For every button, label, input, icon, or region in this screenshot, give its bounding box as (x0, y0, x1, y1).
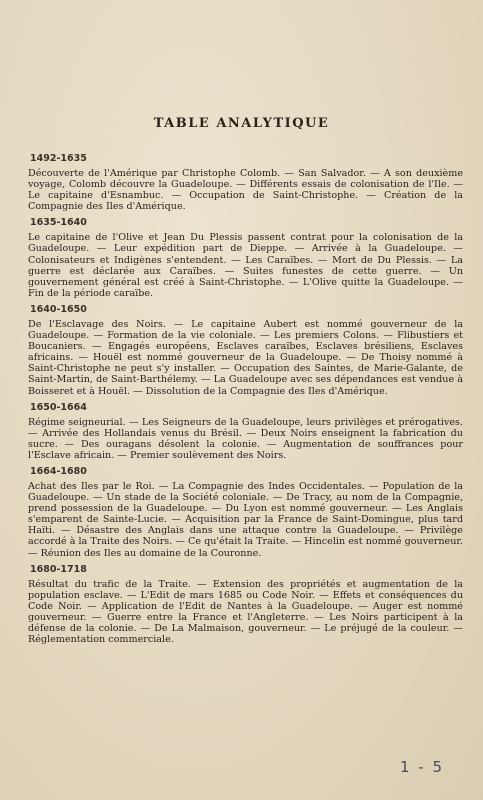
section-text: Régime seigneurial. — Les Seigneurs de la Guadeloupe, leurs privilèges et prérogatives. — Arrivée des Hollandais venus du Brésil. — Deux Noirs enseignent la fabrication du sucre. — Des ouragans désolent la colonie. — Augmentation de souffrances pour l'Esclave africain. — Premier soulèvement des Noirs. (28, 416, 463, 461)
table-of-contents (28, 153, 463, 650)
section-1680-1718 (28, 564, 463, 646)
section-years: 1650-1664 (30, 401, 87, 413)
section-years: 1492-1635 (30, 153, 87, 164)
section-text: Résultat du trafic de la Traite. — Extension des propriétés et augmentation de la population esclave. — L'Edit de mars 1685 ou Code Noir. — Effets et conséquences du Code Noir. — Application de l'Edit de Nantes à la Guadeloupe. — Auger est nommé gouverneur. — Guerre entre la France et l'Angleterre. — Les Noirs participent à la défense de la colonie. — De La Malmaison, gouverneur. — Le préjugé de la couleur. — Réglementation commerciale. (28, 578, 463, 646)
section-1640-1650 (28, 304, 463, 397)
section-years: 1680-1718 (30, 563, 87, 575)
section-years: 1640-1650 (30, 303, 87, 315)
section-years: 1635-1640 (30, 217, 87, 229)
page-title: TABLE ANALYTIQUE (153, 116, 330, 131)
section-1492-1635 (28, 153, 463, 212)
section-1635-1640 (28, 217, 463, 299)
section-1664-1680 (28, 466, 463, 559)
section-1650-1664 (28, 402, 463, 461)
page-number: 1 - 5 (400, 758, 445, 776)
section-text: Le capitaine de l'Olive et Jean Du Plessis passent contrat pour la colonisation de la Guadeloupe. — Leur expédition part de Dieppe. — Arrivée à la Guadeloupe. — Colonisateurs et Indigènes s'entendent. — Les Caraïbes. — Mort de Du Plessis. — La guerre est déclarée aux Caraïbes. — Suites funestes de cette guerre. — Un gouvernement général est créé à Saint-Christophe. — L'Olive quitte la Guadeloupe. — Fin de la période caraïbe. (28, 232, 463, 299)
section-years: 1664-1680 (30, 465, 87, 477)
section-text: Achat des Iles par le Roi. — La Compagnie des Indes Occidentales. — Population de la Guadeloupe. — Un stade de la Société coloniale. — De Tracy, au nom de la Compagnie, prend possession de la Guadeloupe. — Du Lyon est nommé gouverneur. — Les Anglais s'emparent de Sainte-Lucie. — Acquisition par la France de Saint-Domingue, plus tard Haïti. — Désastre des Anglais dans une attaque contre la Guadeloupe. — Privilège accordé à la Traite des Noirs. — Ce qu'était la Traite. — Hincelin est nommé gouverneur. — Réunion des Iles au domaine de la Couronne. (28, 480, 463, 559)
section-text: De l'Esclavage des Noirs. — Le capitaine Aubert est nommé gouverneur de la Guadeloupe. — Formation de la vie coloniale. — Les premiers Colons. — Flibustiers et Boucaniers. — Engagés européens, Esclaves caraïbes, Esclaves brésiliens, Esclaves africains. — Houël est nommé gouverneur de la Guadeloupe. — De Thoisy nommé à Saint-Christophe ne peut s'y installer. — Occupation des Saintes, de Marie-Galante, de Saint-Martin, de Saint-Barthélemy. — La Guadeloupe avec ses dépendances est vendue à Boisseret et à Houël. — Dissolution de la Compagnie des Iles d'Amérique. (28, 318, 463, 397)
section-text: Découverte de l'Amérique par Christophe Colomb. — San Salvador. — A son deuxième voyage, Colomb découvre la Guadeloupe. — Différents essais de colonisation de l'Ile. — Le capitaine d'Esnambuc. — Occupation de Saint-Christophe. — Création de la Compagnie des Iles d'Amérique. (28, 168, 463, 213)
